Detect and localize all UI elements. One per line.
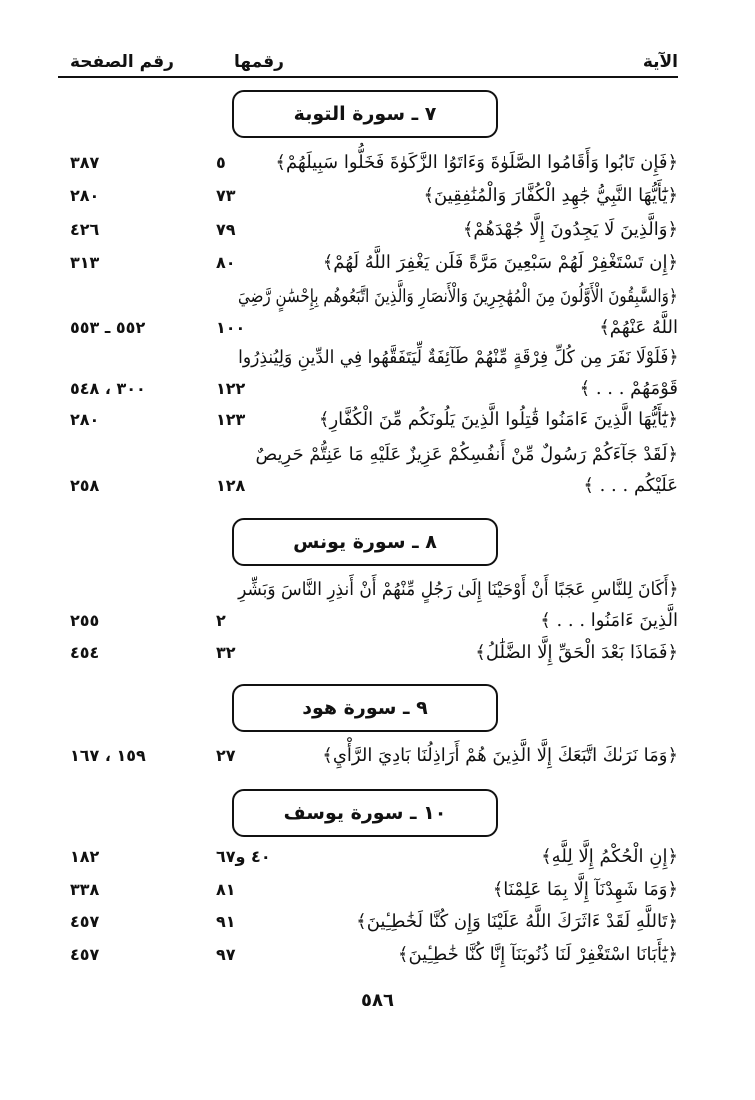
page-reference: ٤٥٧ (70, 912, 100, 931)
page-reference: ٥٥٢ ـ ٥٥٣ (70, 318, 146, 337)
verse-text: ﴿فَلَوْلَا نَفَرَ مِن كُلِّ فِرْقَةٍ مِّنْهُمْ طَآئِفَةٌ لِّيَتَفَقَّهُوا فِي الدِّينِ وَلِيُنذِرُوا (237, 347, 678, 368)
verse-text: ﴿وَالَّذِينَ لَا يَجِدُونَ إِلَّا جُهْدَهُمْ﴾ (462, 219, 678, 240)
verse-number: ١٢٨ (216, 476, 246, 495)
page-reference: ٢٥٨ (70, 476, 100, 495)
verse-number: ٥ (216, 153, 226, 172)
page-reference: ١٥٩ ، ١٦٧ (70, 746, 146, 765)
page-reference: ٤٥٤ (70, 643, 100, 662)
verse-number: ٧٩ (216, 220, 236, 239)
page-reference: ٣٠٠ ، ٥٤٨ (70, 379, 146, 398)
verse-text: ﴿إِن تَسْتَغْفِرْ لَهُمْ سَبْعِينَ مَرَّةً فَلَن يَغْفِرَ اللَّهُ لَهُمْ﴾ (322, 252, 678, 273)
verse-text-continued: اللَّهُ عَنْهُمْ﴾ (599, 317, 678, 338)
verse-number: ٨٠ (216, 253, 236, 272)
verse-text: ﴿أَكَانَ لِلنَّاسِ عَجَبًا أَنْ أَوْحَيْنَا إِلَىٰ رَجُلٍ مِّنْهُمْ أَنْ أَنذِرِ النَّاسَ وَبَشِّرِ (237, 579, 678, 600)
page-reference: ٢٨٠ (70, 186, 100, 205)
verse-number: ٨١ (216, 880, 236, 899)
verse-text: ﴿إِنِ الْحُكْمُ إِلَّا لِلَّهِ﴾ (541, 846, 678, 867)
page-reference: ٣١٣ (70, 253, 100, 272)
table-header (58, 48, 678, 74)
verse-number: ٧٣ (216, 186, 236, 205)
verse-number: ١٠٠ (216, 318, 246, 337)
page-reference: ١٨٢ (70, 847, 100, 866)
verse-column-header: الآية (642, 52, 678, 72)
verse-text: ﴿يَٰٓأَبَانَا اسْتَغْفِرْ لَنَا ذُنُوبَنَآ إِنَّا كُنَّا خَٰطِـِٔينَ﴾ (397, 944, 678, 965)
page-reference: ٤٥٧ (70, 945, 100, 964)
surah-heading: ٨ ـ سورة يونس (232, 518, 498, 566)
verse-number: ٢ (216, 611, 226, 630)
page-column-header: رقم الصفحة (70, 52, 174, 72)
verse-number: ٩١ (216, 912, 236, 931)
verse-text: ﴿وَمَا شَهِدْنَآ إِلَّا بِمَا عَلِمْنَا﴾ (492, 879, 678, 900)
verse-text: ﴿فَمَاذَا بَعْدَ الْحَقِّ إِلَّا الضَّلَٰلُ﴾ (475, 642, 678, 663)
page-reference: ٢٥٥ (70, 611, 100, 630)
verse-number: ٢٧ (216, 746, 236, 765)
page-number: ٥٨٦ (361, 990, 394, 1011)
verse-number: ١٢٢ (216, 379, 246, 398)
number-column-header: رقمها (234, 52, 284, 72)
verse-text-continued: قَوْمَهُمْ . . . ﴾ (579, 378, 678, 399)
surah-heading: ٩ ـ سورة هود (232, 684, 498, 732)
surah-heading: ٧ ـ سورة التوبة (232, 90, 498, 138)
verse-number: ٤٠ و٦٧ (216, 847, 271, 866)
page-reference: ٢٨٠ (70, 410, 100, 429)
verse-text: ﴿وَالسَّٰبِقُونَ الْأَوَّلُونَ مِنَ الْمُهَٰجِرِينَ وَالْأَنصَارِ وَالَّذِينَ اتَّبَعُوهُم بِإِحْسَٰنٍ رَّضِيَ (238, 286, 678, 307)
verse-number: ٩٧ (216, 945, 236, 964)
verse-number: ١٢٣ (216, 410, 246, 429)
verse-number: ٣٢ (216, 643, 236, 662)
verse-text: ﴿فَإِن تَابُوا وَأَقَامُوا الصَّلَوٰةَ وَءَاتَوُا الزَّكَوٰةَ فَخَلُّوا سَبِيلَهُمْ﴾ (275, 152, 678, 173)
verse-text: ﴿يَٰٓأَيُّهَا النَّبِيُّ جَٰهِدِ الْكُفَّارَ وَالْمُنَٰفِقِينَ﴾ (423, 185, 678, 206)
header-divider (58, 76, 678, 78)
verse-text: ﴿لَقَدْ جَآءَكُمْ رَسُولٌ مِّنْ أَنفُسِكُمْ عَزِيزٌ عَلَيْهِ مَا عَنِتُّمْ حَرِيصٌ (255, 444, 678, 465)
page-reference: ٣٨٧ (70, 153, 100, 172)
verse-text: ﴿وَمَا نَرَىٰكَ اتَّبَعَكَ إِلَّا الَّذِينَ هُمْ أَرَاذِلُنَا بَادِيَ الرَّأْيِ﴾ (322, 745, 678, 766)
verse-text-continued: عَلَيْكُم . . . ﴾ (583, 475, 678, 496)
verse-text: ﴿تَاللَّهِ لَقَدْ ءَاثَرَكَ اللَّهُ عَلَيْنَا وَإِن كُنَّا لَخَٰطِـِٔينَ﴾ (356, 911, 678, 932)
page-reference: ٣٣٨ (70, 880, 100, 899)
verse-text-continued: الَّذِينَ ءَامَنُوا . . . ﴾ (540, 610, 678, 631)
page-reference: ٤٢٦ (70, 220, 100, 239)
verse-text: ﴿يَٰٓأَيُّهَا الَّذِينَ ءَامَنُوا قَٰتِلُوا الَّذِينَ يَلُونَكُم مِّنَ الْكُفَّارِ﴾ (318, 409, 678, 430)
surah-heading: ١٠ ـ سورة يوسف (232, 789, 498, 837)
